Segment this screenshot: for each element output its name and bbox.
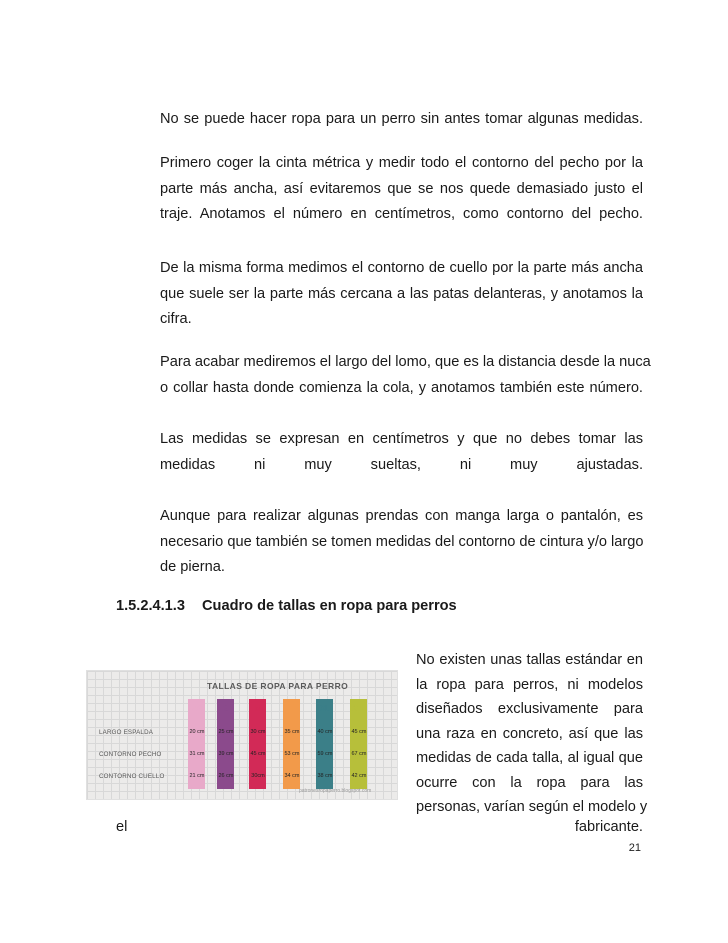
text-line: cifra.	[160, 311, 192, 327]
cell-s-pecho: 39 cm	[218, 751, 234, 757]
size-label-xl: XL	[319, 704, 331, 713]
cell-xs-cuello: 21 cm	[189, 773, 205, 779]
cell-s-cuello: 26 cm	[218, 773, 234, 779]
text-line: una raza en concreto, así que las	[416, 725, 643, 742]
text-line: De la misma forma medimos el contorno de cuello por la parte más ancha	[160, 260, 643, 276]
text-line: la ropa para perros, ni modelos	[416, 676, 643, 693]
text-line: que suele ser la parte más cercana a las patas delanteras, y anotamos la	[160, 285, 643, 302]
cell-xl-cuello: 38 cm	[317, 773, 333, 779]
paragraph-1	[160, 107, 643, 133]
text-line: personas, varían según el modelo y	[416, 799, 648, 815]
paragraph-3	[160, 256, 643, 333]
paragraph-2	[160, 151, 643, 228]
cell-xl-largo: 40 cm	[317, 729, 333, 735]
cell-xs-pecho: 31 cm	[189, 751, 205, 757]
size-label-xxl: XXL	[351, 704, 367, 713]
text-line: Primero coger la cinta métrica y medir todo el contorno del pecho por la	[160, 155, 643, 171]
page-number: 21	[628, 842, 641, 854]
text-line: Para acabar mediremos el largo del lomo, que es la distancia desde la nuca	[160, 354, 651, 370]
cell-l-cuello: 34 cm	[284, 773, 300, 779]
cell-m-cuello: 30cm	[251, 773, 265, 779]
section-title: Cuadro de tallas en ropa para perros	[202, 598, 457, 614]
section-heading	[116, 598, 457, 614]
text-line: de pierna.	[160, 559, 225, 575]
size-label-l: L	[289, 704, 295, 713]
size-label-xs: XS	[191, 704, 203, 713]
cell-xxl-cuello: 42 cm	[351, 773, 367, 779]
size-chart-image	[86, 670, 398, 800]
text-line: medidas ni muy sueltas, ni muy ajustadas.	[160, 456, 643, 473]
text-line: traje. Anotamos el número en centímetros, como contorno del pecho.	[160, 206, 643, 222]
row-label-contorno-pecho: CONTORNO PECHO	[99, 751, 162, 758]
size-chart-credit: patronesropaperro.blogspot.com	[299, 788, 372, 794]
cell-xs-largo: 20 cm	[189, 729, 205, 735]
cell-l-pecho: 53 cm	[284, 751, 300, 757]
text-line: parte más ancha, así evitaremos que se nos quede demasiado justo el	[160, 180, 643, 197]
size-label-m: M	[254, 704, 262, 713]
text-line: Aunque para realizar algunas prendas con manga larga o pantalón, es	[160, 508, 643, 524]
paragraph-5	[160, 427, 643, 478]
section-number: 1.5.2.4.1.3	[116, 598, 185, 614]
cell-xl-pecho: 59 cm	[317, 751, 333, 757]
cell-xxl-pecho: 67 cm	[351, 751, 367, 757]
side-paragraph	[416, 648, 648, 820]
size-chart-title: TALLAS DE ROPA PARA PERRO	[207, 681, 349, 691]
row-label-contorno-cuello: CONTORNO CUELLO	[99, 773, 165, 780]
text-line: o collar hasta donde comienza la cola, y anotamos también este número.	[160, 379, 643, 396]
text-line: Las medidas se expresan en centímetros y que no debes tomar las	[160, 431, 643, 447]
text-line: ocurre con la ropa para las	[416, 774, 643, 791]
text-line: diseñados exclusivamente para	[416, 701, 643, 717]
trailing-word-left: el	[116, 819, 128, 835]
paragraph-6	[160, 504, 643, 581]
text-line: medidas de cada talla, al igual que	[416, 750, 643, 766]
cell-m-largo: 30 cm	[250, 729, 266, 735]
paragraph-4	[160, 350, 651, 401]
text-line: No se puede hacer ropa para un perro sin antes tomar algunas medidas.	[160, 111, 643, 127]
cell-l-largo: 35 cm	[284, 729, 300, 735]
trailing-word-right: fabricante.	[574, 819, 643, 835]
cell-m-pecho: 45 cm	[250, 751, 266, 757]
cell-xxl-largo: 45 cm	[351, 729, 367, 735]
row-label-largo-espalda: LARGO ESPALDA	[99, 729, 154, 736]
text-line: necesario que también se tomen medidas del contorno de cintura y/o largo	[160, 533, 644, 550]
size-label-s: S	[223, 704, 229, 713]
cell-s-largo: 25 cm	[218, 729, 234, 735]
text-line: No existen unas tallas estándar en	[416, 652, 643, 668]
